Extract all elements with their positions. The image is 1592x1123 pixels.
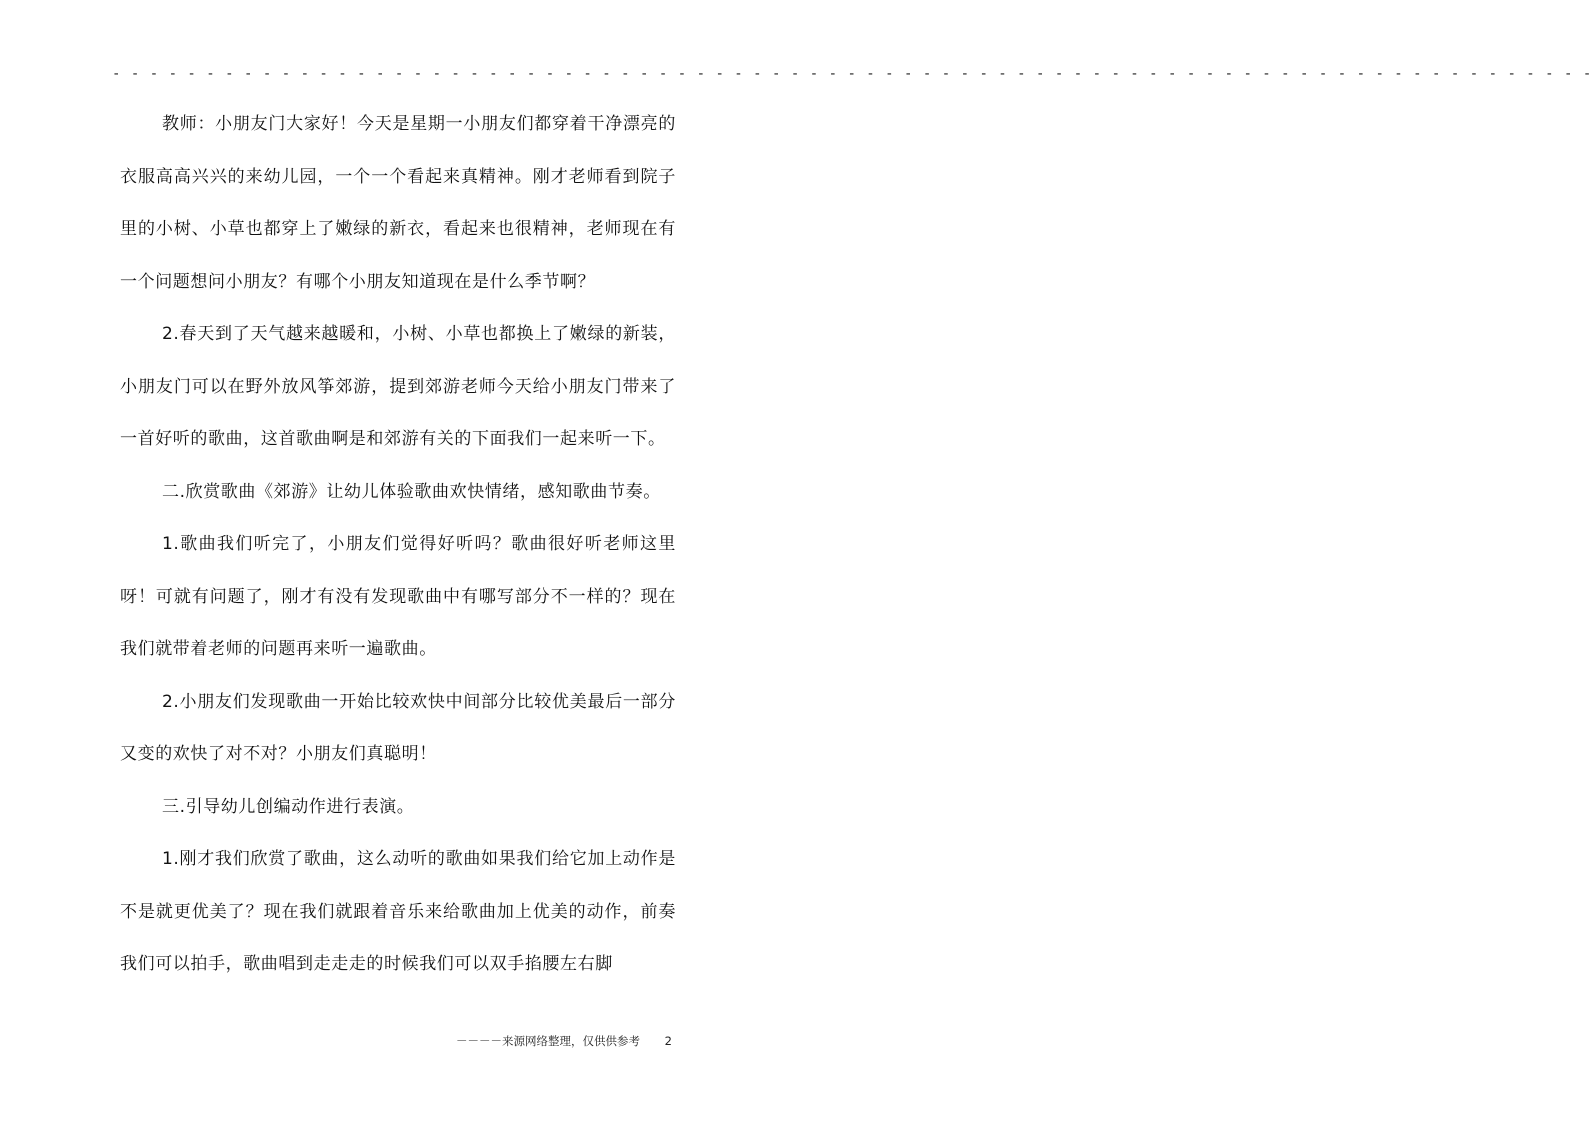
footer-source-note: －－－－来源网络整理，仅供供参考 xyxy=(456,1034,640,1048)
header-dashed-rule: - - - - - - - - - - - - - - - - - - - - - - - - - - - - - - - - - - - - - - - - - - - - - - - - - - - - - - - - - - - - - - - - - - - - - - - - - - - - - - - xyxy=(112,66,1592,82)
paragraph-song-parts: 2.小朋友们发现歌曲一开始比较欢快中间部分比较优美最后一部分又变的欢快了对不对？小朋友们真聪明！ xyxy=(120,691,676,764)
paragraph-add-actions: 1.刚才我们欣赏了歌曲，这么动听的歌曲如果我们给它加上动作是不是就更优美了？现在我们就跟着音乐来给歌曲加上优美的动作，前奏我们可以拍手，歌曲唱到走走走的时候我们可以双手掐腰左右脚 xyxy=(120,849,676,974)
paragraph-greeting: 教师：小朋友门大家好！今天是星期一小朋友们都穿着干净漂亮的衣服高高兴兴的来幼儿园，一个一个看起来真精神。刚才老师看到院子里的小树、小草也都穿上了嫩绿的新衣，看起来也很精神，老师现在有一个问题想问小朋友？有哪个小朋友知道现在是什么季节啊？ xyxy=(120,114,676,292)
document-body xyxy=(120,98,676,991)
section-heading-appreciate-song: 二.欣赏歌曲《郊游》让幼儿体验歌曲欢快情绪，感知歌曲节奏。 xyxy=(162,481,661,502)
paragraph-spring-intro: 2.春天到了天气越来越暖和，小树、小草也都换上了嫩绿的新装，小朋友门可以在野外放风筝郊游，提到郊游老师今天给小朋友门带来了一首好听的歌曲，这首歌曲啊是和郊游有关的下面我们一起来听一下。 xyxy=(120,324,676,449)
section-heading-create-moves: 三.引导幼儿创编动作进行表演。 xyxy=(162,796,415,817)
paragraph-listen-question: 1.歌曲我们听完了，小朋友们觉得好听吗？歌曲很好听老师这里呀！可就有问题了，刚才有没有发现歌曲中有哪写部分不一样的？现在我们就带着老师的问题再来听一遍歌曲。 xyxy=(120,534,676,659)
page-number: 2 xyxy=(664,1034,672,1048)
page-footer xyxy=(456,1031,678,1051)
